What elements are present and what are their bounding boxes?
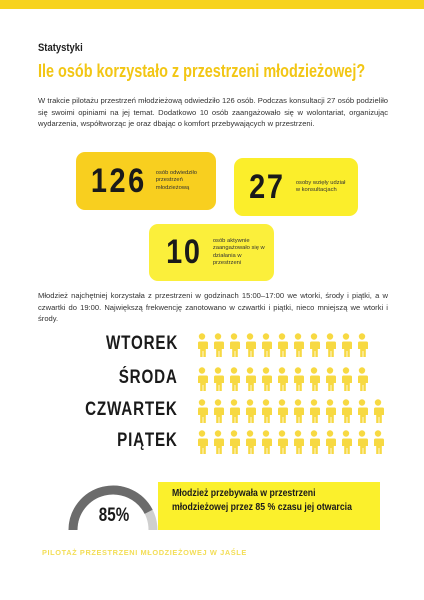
person-icon [342, 367, 353, 391]
person-icon [326, 333, 337, 357]
person-icon [230, 430, 241, 454]
attendance-people [196, 430, 406, 454]
stat-description: osób odwiedziło przestrzeń młodzieżową [155, 169, 197, 191]
day-label: WTOREK [105, 333, 178, 354]
frequency-text-line: Młodzież przebywała w przestrzeni [172, 488, 316, 499]
attendance-row-wednesday [0, 367, 424, 391]
person-icon [310, 367, 321, 391]
stat-card-consultations [234, 158, 358, 216]
attendance-row-tuesday [0, 333, 424, 357]
person-icon [246, 367, 257, 391]
attendance-people [196, 367, 406, 391]
person-icon [262, 367, 273, 391]
person-icon [246, 399, 257, 423]
person-icon [262, 430, 273, 454]
stat-value: 126 [90, 161, 147, 200]
person-icon [342, 430, 353, 454]
person-icon [374, 399, 385, 423]
intro-paragraph: W trakcie pilotażu przestrzeń młodzieżową odwiedziło 126 osób. Podczas konsultacji 27 osób podzieliło się swoimi opiniami na jej temat. Dodatkowo 10 osób zaangażowało się w wolontariat, organizując wydarzenia, współtworząc je oraz dbając o komfort przebywających w przestrzeni. [38, 96, 388, 129]
person-icon [198, 430, 209, 454]
person-icon [294, 430, 305, 454]
top-accent-bar [0, 0, 424, 9]
person-icon [214, 430, 225, 454]
section-label: Statystyki [38, 42, 83, 54]
person-icon [278, 430, 289, 454]
person-icon [230, 399, 241, 423]
person-icon [198, 367, 209, 391]
person-icon [358, 333, 369, 357]
person-icon [278, 367, 289, 391]
footer-text: PILOTAŻ PRZESTRZENI MŁODZIEŻOWEJ W JAŚLE [42, 548, 247, 557]
person-icon [262, 399, 273, 423]
page-title: Ile osób korzystało z przestrzeni młodzieżowej? [38, 60, 366, 81]
person-icon [214, 333, 225, 357]
person-icon [230, 333, 241, 357]
attendance-people [196, 399, 406, 423]
person-icon [294, 333, 305, 357]
person-icon [214, 399, 225, 423]
person-icon [342, 399, 353, 423]
person-icon [246, 430, 257, 454]
person-icon [294, 367, 305, 391]
hours-paragraph: Młodzież najchętniej korzystała z przestrzeni w godzinach 15:00–17:00 we wtorki, środy i piątki, a w czwartki do 19:00. Największą frekwencję zanotowano w czwartki i piątki, nieco mniejszą we wtorki i środy. [38, 291, 388, 324]
stat-value: 10 [166, 233, 202, 271]
person-icon [358, 430, 369, 454]
gauge-label: 85% [98, 505, 130, 526]
person-icon [198, 333, 209, 357]
person-icon [310, 430, 321, 454]
stat-description: osób aktywnie zaangażowało się w działania w przestrzeni [212, 237, 265, 266]
stat-value: 27 [249, 167, 285, 206]
person-icon [342, 333, 353, 357]
person-icon [246, 333, 257, 357]
person-icon [278, 333, 289, 357]
person-icon [198, 399, 209, 423]
person-icon [358, 367, 369, 391]
stat-description: osoby wzięły udział w konsultacjach [295, 179, 346, 193]
person-icon [310, 333, 321, 357]
frequency-text [172, 487, 352, 514]
frequency-text-line: młodzieżowej przez 85 % czasu jej otwarcia [172, 501, 352, 513]
person-icon [214, 367, 225, 391]
person-icon [326, 430, 337, 454]
person-icon [358, 399, 369, 423]
day-label: ŚRODA [119, 367, 178, 388]
person-icon [262, 333, 273, 357]
person-icon [326, 367, 337, 391]
attendance-row-friday [0, 430, 424, 454]
day-label: PIĄTEK [117, 430, 178, 451]
person-icon [374, 430, 385, 454]
day-label: CZWARTEK [85, 399, 178, 420]
person-icon [294, 399, 305, 423]
person-icon [326, 399, 337, 423]
attendance-people [196, 333, 406, 357]
person-icon [310, 399, 321, 423]
stat-card-volunteers [149, 224, 274, 281]
person-icon [278, 399, 289, 423]
attendance-row-thursday [0, 399, 424, 423]
stat-card-visitors [76, 152, 216, 210]
person-icon [230, 367, 241, 391]
